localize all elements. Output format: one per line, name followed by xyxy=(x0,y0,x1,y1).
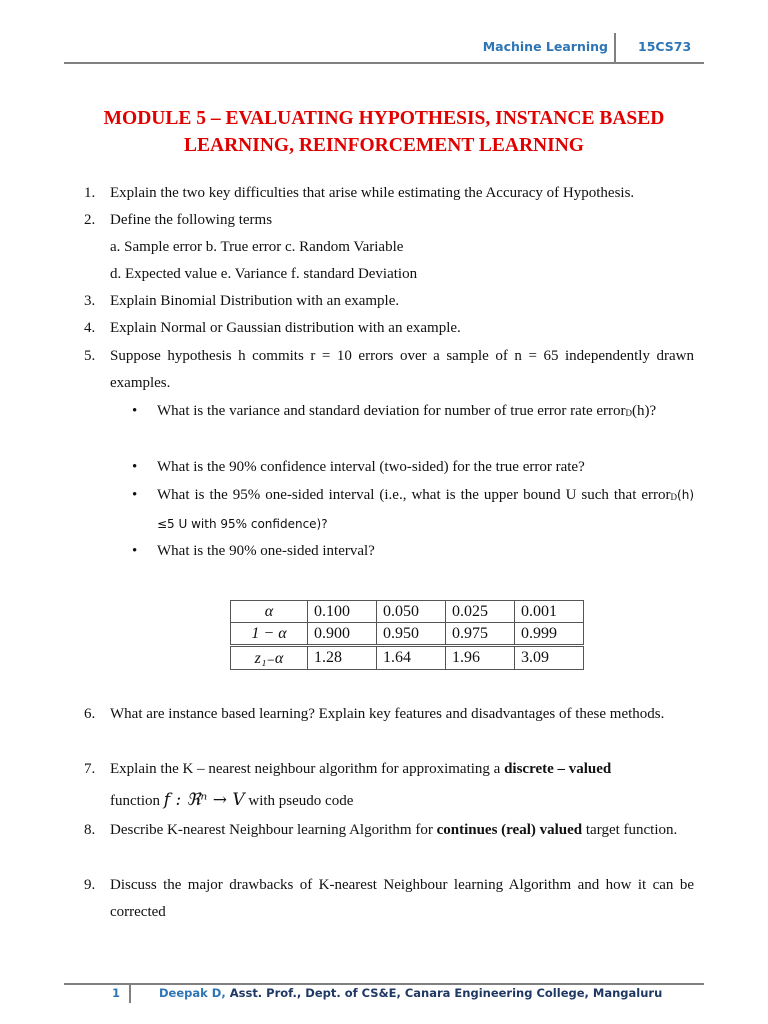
question-number: 1. xyxy=(84,185,96,201)
header-rule xyxy=(64,62,704,64)
function-formula: f : ℜⁿ → V xyxy=(163,790,245,810)
table-row xyxy=(231,601,584,623)
table-row xyxy=(231,623,584,646)
question-5-bullet-4 xyxy=(132,538,694,565)
page-header xyxy=(0,0,768,70)
question-number: 2. xyxy=(84,212,96,228)
question-1 xyxy=(84,180,694,207)
table-cell: 1.28 xyxy=(308,646,377,670)
question-number: 9. xyxy=(84,877,96,893)
z-value-table xyxy=(230,600,584,670)
bullet-text: What is the 90% one-sided interval? xyxy=(157,543,375,559)
question-5-bullet-1 xyxy=(132,398,694,427)
table-cell: 0.950 xyxy=(377,623,446,646)
question-number: 5. xyxy=(84,348,96,364)
question-text: Explain Binomial Distribution with an example. xyxy=(110,293,400,309)
author-name: Deepak D, xyxy=(159,986,226,1000)
bullet-icon: • xyxy=(132,459,138,475)
table-cell: 0.025 xyxy=(446,601,515,623)
table-cell: 1.96 xyxy=(446,646,515,670)
bullet-text-end: (h)? xyxy=(632,403,657,419)
question-2 xyxy=(84,207,694,234)
bullet-text: What is the 90% confidence interval (two-sided) for the true error rate? xyxy=(157,459,585,475)
footer-author xyxy=(159,986,662,1000)
question-6 xyxy=(84,701,694,728)
question-3 xyxy=(84,288,694,315)
header-separator xyxy=(614,33,616,63)
bullet-text-end: (h) ≤5 U with 95% confidence)? xyxy=(157,488,694,531)
bullet-icon: • xyxy=(132,543,138,559)
question-4 xyxy=(84,315,694,342)
question-text-bold: discrete – valued xyxy=(504,761,612,777)
table-row-label: α xyxy=(231,601,308,623)
table-cell: 0.100 xyxy=(308,601,377,623)
table-cell: 0.050 xyxy=(377,601,446,623)
bullet-icon: • xyxy=(132,403,138,419)
question-5-bullet-2 xyxy=(132,454,694,481)
table-cell: 3.09 xyxy=(515,646,584,670)
footer-rule xyxy=(64,983,704,985)
question-text-end: target function. xyxy=(582,822,678,838)
module-title-line1: MODULE 5 – EVALUATING HYPOTHESIS, INSTANCE BASED xyxy=(103,108,665,129)
question-number: 6. xyxy=(84,706,96,722)
bullet-text: What is the 95% one-sided interval (i.e., what is the upper bound U such that error xyxy=(157,487,671,503)
table-cell: 0.001 xyxy=(515,601,584,623)
table-cell: 0.999 xyxy=(515,623,584,646)
question-text-bold: continues (real) valued xyxy=(436,822,583,838)
function-word: function xyxy=(110,793,164,809)
question-text: Describe K-nearest Neighbour learning Algorithm for xyxy=(110,822,437,838)
table-row-label: z₁₋α xyxy=(231,646,308,670)
subscript: D xyxy=(625,408,633,418)
question-text: Suppose hypothesis h commits r = 10 errors over a sample of n = 65 independently drawn examples. xyxy=(110,348,694,391)
question-number: 7. xyxy=(84,761,96,777)
question-text: What are instance based learning? Explain key features and disadvantages of these methods. xyxy=(110,706,665,722)
question-number: 4. xyxy=(84,320,96,336)
question-text: Define the following terms xyxy=(110,212,273,228)
module-title-line2: LEARNING, REINFORCEMENT LEARNING xyxy=(184,135,584,156)
question-text: Explain the K – nearest neighbour algorithm for approximating a xyxy=(110,761,505,777)
header-course-code: 15CS73 xyxy=(638,39,692,54)
question-text: Explain Normal or Gaussian distribution with an example. xyxy=(110,320,461,336)
page-number: 1 xyxy=(112,986,121,1000)
question-2-terms-line-a: a. Sample error b. True error c. Random Variable xyxy=(110,239,404,255)
module-title xyxy=(64,105,704,159)
bullet-text: What is the variance and standard deviation for number of true error rate error xyxy=(157,403,626,419)
table-row-label: 1 − α xyxy=(231,623,308,646)
question-text: Explain the two key difficulties that arise while estimating the Accuracy of Hypothesis. xyxy=(110,185,635,201)
question-text: Discuss the major drawbacks of K-nearest Neighbour learning Algorithm and how it can be corrected xyxy=(110,877,694,920)
footer-separator xyxy=(129,983,131,1003)
table-cell: 1.64 xyxy=(377,646,446,670)
question-2-terms-line-b: d. Expected value e. Variance f. standard Deviation xyxy=(110,266,418,282)
header-subject: Machine Learning xyxy=(482,39,608,54)
question-7-continued xyxy=(84,787,694,815)
bullet-icon: • xyxy=(132,487,138,503)
question-number: 8. xyxy=(84,822,96,838)
question-9 xyxy=(84,872,694,926)
subscript: D xyxy=(670,492,678,502)
table-row xyxy=(231,646,584,670)
question-8 xyxy=(84,817,694,844)
question-5 xyxy=(84,343,694,397)
table-cell: 0.975 xyxy=(446,623,515,646)
question-7 xyxy=(84,756,694,783)
question-number: 3. xyxy=(84,293,96,309)
author-affiliation: Asst. Prof., Dept. of CS&E, Canara Engineering College, Mangaluru xyxy=(225,986,663,1000)
table-cell: 0.900 xyxy=(308,623,377,646)
question-5-bullet-3 xyxy=(132,482,694,538)
question-text-end: with pseudo code xyxy=(244,793,354,809)
